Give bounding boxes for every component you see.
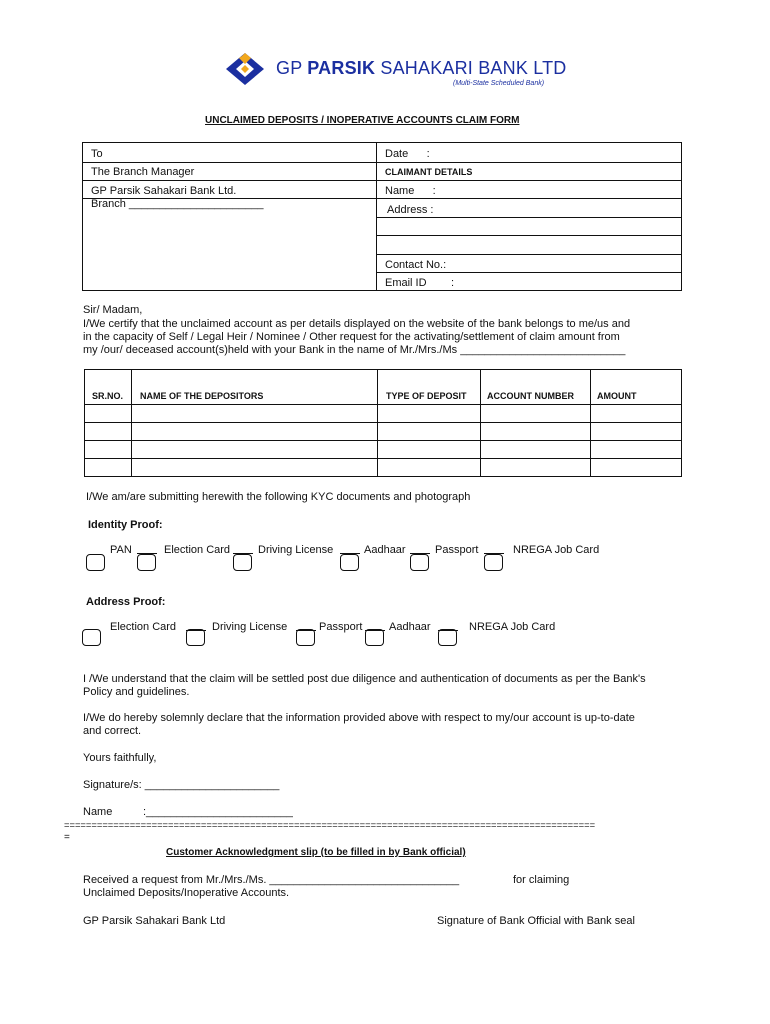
declare-line-2: and correct. xyxy=(83,725,142,737)
ack-bank-name: GP Parsik Sahakari Bank Ltd xyxy=(83,915,226,927)
identity-aadhaar-checkbox[interactable] xyxy=(340,554,359,571)
right-row-line-4 xyxy=(376,217,682,218)
separator-tail: = xyxy=(64,832,70,843)
bank-logo xyxy=(223,52,267,86)
identity-election-checkbox[interactable] xyxy=(137,554,156,571)
kyc-intro: I/We am/are submitting herewith the following KYC documents and photograph xyxy=(86,491,471,503)
name-signature-field[interactable]: :________________________ xyxy=(143,806,293,818)
letter-line-2: in the capacity of Self / Legal Heir / Nominee / Other request for the activating/settlement of claim amount from xyxy=(83,331,620,343)
bank-name xyxy=(276,58,567,79)
address-field[interactable]: Address : xyxy=(387,204,434,216)
address-aadhaar-checkbox[interactable] xyxy=(365,629,384,646)
branch-field[interactable]: Branch ______________________ xyxy=(91,198,264,210)
to-label: To xyxy=(91,148,103,160)
acknowledgment-title: Customer Acknowledgment slip (to be filled in by Bank official) xyxy=(166,847,466,858)
separator-line: ================================================================================================= xyxy=(64,819,596,830)
table-col-line-1 xyxy=(131,369,132,477)
identity-aadhaar-label: Aadhaar xyxy=(364,544,406,556)
right-row-line-7 xyxy=(376,272,682,273)
identity-passport-checkbox[interactable] xyxy=(410,554,429,571)
understand-line-1: I /We understand that the claim will be settled post due diligence and authentication of documents as per the Bank's xyxy=(83,673,646,685)
address-election-label: Election Card xyxy=(110,621,177,633)
contact-field[interactable]: Contact No.: xyxy=(385,259,447,271)
address-election-checkbox[interactable] xyxy=(82,629,101,646)
letter-line-1: I/We certify that the unclaimed account as per details displayed on the website of the bank belongs to me/us and xyxy=(83,318,631,330)
table-col-line-2 xyxy=(377,369,378,477)
right-row-line-2 xyxy=(376,180,682,181)
claimant-details-heading: CLAIMANT DETAILS xyxy=(385,167,473,177)
understand-line-2: Policy and guidelines. xyxy=(83,686,190,698)
col-header-srno: SR.NO. xyxy=(92,391,124,401)
bank-name-suffix: SAHAKARI BANK LTD xyxy=(375,58,567,78)
received-line-2: Unclaimed Deposits/Inoperative Accounts. xyxy=(83,887,290,899)
right-row-line-1 xyxy=(376,162,682,163)
address-driving-label: Driving License xyxy=(212,621,288,633)
table-row-line-1 xyxy=(84,404,682,405)
left-row-line-1 xyxy=(82,162,376,163)
col-header-type: TYPE OF DEPOSIT xyxy=(386,391,467,401)
address-driving-checkbox[interactable] xyxy=(186,629,205,646)
right-row-line-5 xyxy=(376,235,682,236)
received-line-1[interactable]: Received a request from Mr./Mrs./Ms. _______________________________ xyxy=(83,874,460,886)
salutation: Sir/ Madam, xyxy=(83,304,143,316)
col-header-account: ACCOUNT NUMBER xyxy=(487,391,574,401)
email-field[interactable]: Email ID : xyxy=(385,277,455,289)
table-row-line-2 xyxy=(84,422,682,423)
closing: Yours faithfully, xyxy=(83,752,157,764)
bank-name-bold: PARSIK xyxy=(307,58,376,78)
for-claiming-label: for claiming xyxy=(513,874,570,886)
identity-pan-label: PAN xyxy=(110,544,132,556)
signature-field[interactable]: Signature/s: ______________________ xyxy=(83,779,280,791)
deposit-table xyxy=(84,369,682,477)
identity-passport-label: Passport xyxy=(435,544,479,556)
date-field[interactable]: Date : xyxy=(385,148,430,160)
bank-logo-icon xyxy=(223,52,267,86)
bank-subtitle: (Multi-State Scheduled Bank) xyxy=(453,80,545,87)
col-header-amount: AMOUNT xyxy=(597,391,637,401)
right-row-line-3 xyxy=(376,198,682,199)
identity-pan-checkbox[interactable] xyxy=(86,554,105,571)
bank-name-prefix: GP xyxy=(276,58,308,78)
address-proof-heading: Address Proof: xyxy=(86,596,166,608)
table-col-line-4 xyxy=(590,369,591,477)
col-header-depositor: NAME OF THE DEPOSITORS xyxy=(140,391,264,401)
identity-proof-heading: Identity Proof: xyxy=(88,519,163,531)
table-row-line-4 xyxy=(84,458,682,459)
official-signature-label: Signature of Bank Official with Bank seal xyxy=(437,915,635,927)
address-passport-checkbox[interactable] xyxy=(296,629,315,646)
address-nrega-label: NREGA Job Card xyxy=(469,621,556,633)
declare-line-1: I/We do hereby solemnly declare that the information provided above with respect to my/our account is up-to-date xyxy=(83,712,635,724)
name-label: Name xyxy=(83,806,113,818)
letter-line-3[interactable]: my /our/ deceased account(s)held with your Bank in the name of Mr./Mrs./Ms ___________________________ xyxy=(83,344,626,356)
address-passport-label: Passport xyxy=(319,621,363,633)
table-row-line-3 xyxy=(84,440,682,441)
identity-driving-label: Driving License xyxy=(258,544,334,556)
form-title: UNCLAIMED DEPOSITS / INOPERATIVE ACCOUNTS CLAIM FORM xyxy=(205,115,520,126)
right-row-line-6 xyxy=(376,254,682,255)
identity-nrega-label: NREGA Job Card xyxy=(513,544,600,556)
table-col-line-3 xyxy=(480,369,481,477)
identity-driving-checkbox[interactable] xyxy=(233,554,252,571)
identity-election-label: Election Card xyxy=(164,544,231,556)
branch-manager-label: The Branch Manager xyxy=(91,166,195,178)
address-aadhaar-label: Aadhaar xyxy=(389,621,431,633)
name-field[interactable]: Name : xyxy=(385,185,436,197)
identity-nrega-checkbox[interactable] xyxy=(484,554,503,571)
left-row-line-2 xyxy=(82,180,376,181)
address-nrega-checkbox[interactable] xyxy=(438,629,457,646)
bank-address-label: GP Parsik Sahakari Bank Ltd. xyxy=(91,185,237,197)
